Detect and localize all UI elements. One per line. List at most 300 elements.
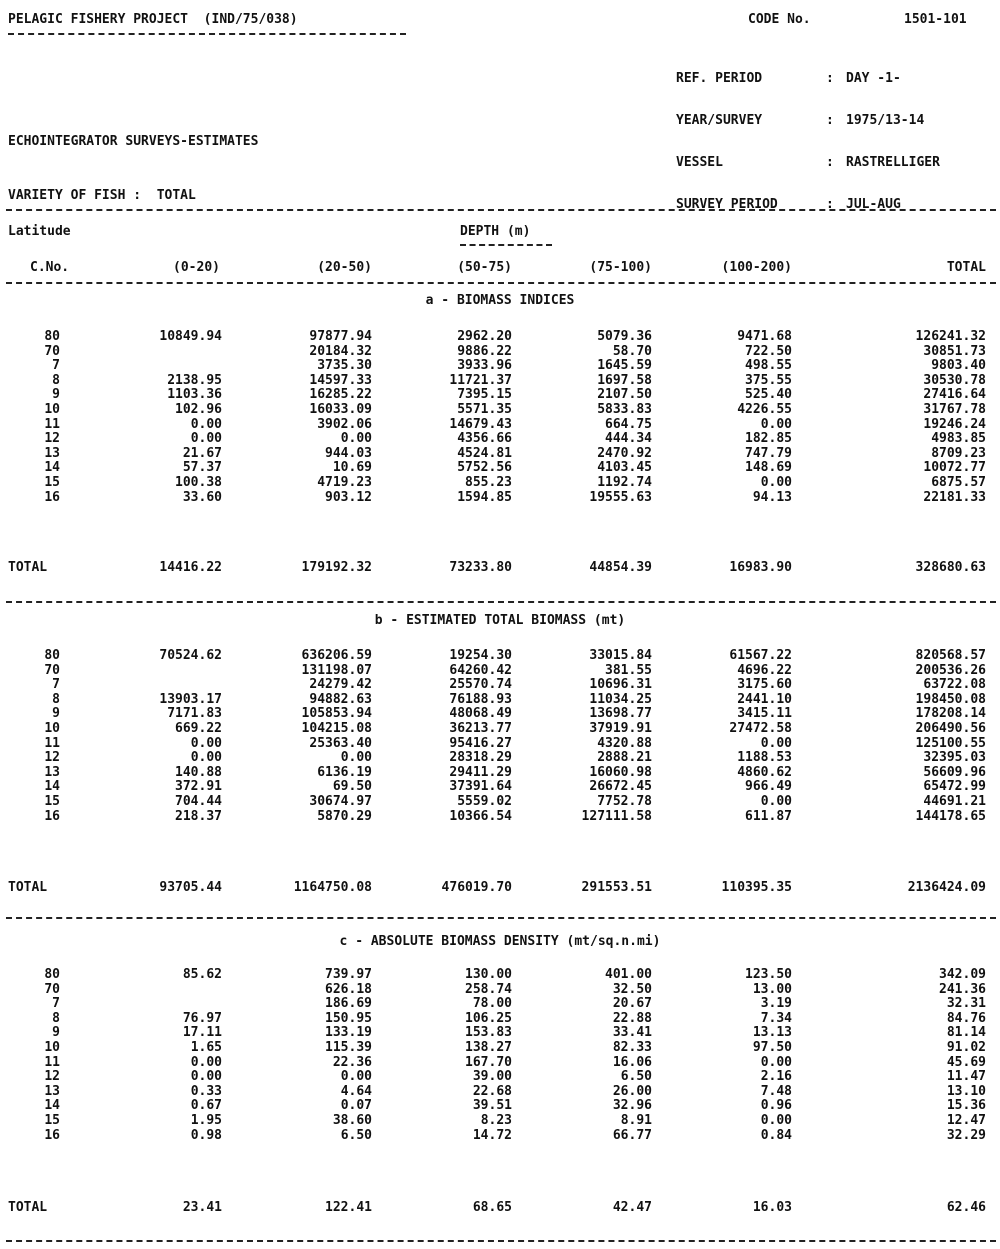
cell-100-200: 747.79 [745, 445, 792, 461]
cell-cno: 12 [44, 1069, 60, 1085]
cell-0-20: 218.37 [175, 808, 222, 824]
cell-0-20: 76.97 [182, 1010, 222, 1026]
cell-cno: 14 [44, 460, 60, 476]
cell-cno: 11 [44, 1054, 60, 1070]
meta-key: REF. PERIOD [676, 71, 763, 86]
cell-0-20: 21.67 [182, 445, 222, 461]
meta-row-year-survey [676, 114, 940, 128]
cell-total: 206490.56 [915, 720, 986, 736]
cell-50-75: 153.83 [465, 1025, 512, 1041]
cell-cno: 9 [52, 387, 60, 403]
total-row [0, 1200, 1000, 1216]
cell-50-75: 64260.42 [449, 662, 512, 678]
cell-20-50: 16285.22 [309, 387, 372, 403]
cell-75-100: 1645.59 [597, 358, 652, 374]
cell-cno: 7 [52, 677, 60, 693]
cell-75-100: 1192.74 [597, 474, 652, 490]
cell-20-50: 3902.06 [317, 416, 372, 432]
cell-50-75: 7395.15 [457, 387, 512, 403]
cell-cno: 16 [44, 489, 60, 505]
cell-0-20: 7171.83 [167, 706, 222, 722]
table-row [0, 476, 1000, 491]
cell-20-50: 97877.94 [309, 329, 372, 344]
section-title: a - BIOMASS INDICES [425, 293, 575, 308]
cell-0-20: 70524.62 [159, 648, 222, 663]
cell-100-200: 0.84 [760, 1127, 792, 1143]
cell-100-200: 2.16 [760, 1069, 792, 1085]
cell-0-20: 1.95 [190, 1112, 222, 1128]
cell-cno: 7 [52, 996, 60, 1012]
table-row [0, 780, 1000, 795]
cell-50-75: 25570.74 [449, 677, 512, 693]
cell-20-50: 150.95 [325, 1010, 372, 1026]
cell-50-75: 11721.37 [449, 372, 512, 388]
total-cell-100-200: 16983.90 [729, 560, 792, 575]
total-row [0, 560, 1000, 576]
meta-value: 1975/13-14 [846, 113, 925, 128]
cell-cno: 13 [44, 445, 60, 461]
cell-50-75: 76188.93 [449, 691, 512, 707]
cell-100-200: 0.96 [760, 1098, 792, 1114]
cell-75-100: 33015.84 [589, 648, 652, 663]
cell-total: 32.31 [946, 996, 986, 1012]
cell-100-200: 4226.55 [737, 401, 792, 417]
meta-value: RASTRELLIGER [846, 155, 940, 170]
table-row [0, 1085, 1000, 1100]
total-cell-0-20: 93705.44 [159, 880, 222, 895]
cell-75-100: 37919.91 [589, 720, 652, 736]
meta-separator: : [826, 197, 834, 212]
column-headers [0, 260, 1000, 276]
cell-total: 30851.73 [923, 343, 986, 359]
total-cell-50-75: 476019.70 [441, 880, 512, 895]
cell-20-50: 115.39 [325, 1039, 372, 1055]
cell-75-100: 16060.98 [589, 764, 652, 780]
col-header-100-200: (100-200) [721, 260, 792, 275]
cell-50-75: 8.23 [480, 1112, 512, 1128]
cell-20-50: 104215.08 [301, 720, 372, 736]
cell-cno: 9 [52, 1025, 60, 1041]
cell-cno: 80 [44, 648, 60, 663]
total-cell-cno: TOTAL [8, 1200, 48, 1215]
cell-100-200: 722.50 [745, 343, 792, 359]
cell-total: 13.10 [946, 1083, 986, 1099]
cell-50-75: 1594.85 [457, 489, 512, 505]
table-row [0, 461, 1000, 476]
cell-20-50: 69.50 [332, 779, 372, 795]
divider [6, 209, 996, 211]
cell-0-20: 704.44 [175, 793, 222, 809]
cell-50-75: 10366.54 [449, 808, 512, 824]
cell-75-100: 4320.88 [597, 735, 652, 751]
cell-50-75: 14679.43 [449, 416, 512, 432]
cell-0-20: 0.00 [190, 750, 222, 766]
table-row [0, 983, 1000, 998]
cell-100-200: 0.00 [760, 735, 792, 751]
cell-total: 63722.08 [923, 677, 986, 693]
divider [6, 601, 996, 603]
cell-cno: 16 [44, 808, 60, 824]
cell-total: 200536.26 [915, 662, 986, 678]
cell-75-100: 66.77 [612, 1127, 652, 1143]
table-row [0, 345, 1000, 360]
table-row [0, 968, 1000, 983]
cell-75-100: 20.67 [612, 996, 652, 1012]
cell-100-200: 0.00 [760, 474, 792, 490]
cell-20-50: 0.00 [340, 431, 372, 447]
cell-50-75: 28318.29 [449, 750, 512, 766]
cell-total: 241.36 [939, 981, 986, 997]
cell-20-50: 636206.59 [301, 648, 372, 663]
cell-0-20: 140.88 [175, 764, 222, 780]
cell-cno: 12 [44, 431, 60, 447]
total-cell-20-50: 1164750.08 [293, 880, 372, 895]
total-cell-50-75: 68.65 [472, 1200, 512, 1215]
cell-20-50: 5870.29 [317, 808, 372, 824]
cell-75-100: 22.88 [612, 1010, 652, 1026]
cell-50-75: 855.23 [465, 474, 512, 490]
cell-total: 4983.85 [931, 431, 986, 447]
table-row [0, 1114, 1000, 1129]
cell-20-50: 105853.94 [301, 706, 372, 722]
cell-total: 81.14 [946, 1025, 986, 1041]
cell-cno: 12 [44, 750, 60, 766]
latitude-label: Latitude [8, 224, 71, 239]
cell-75-100: 13698.77 [589, 706, 652, 722]
table-row [0, 722, 1000, 737]
cell-20-50: 6.50 [340, 1127, 372, 1143]
cell-100-200: 4696.22 [737, 662, 792, 678]
table-row [0, 330, 1000, 345]
cell-75-100: 2470.92 [597, 445, 652, 461]
cell-75-100: 4103.45 [597, 460, 652, 476]
code-label: CODE No. [748, 12, 811, 27]
table-row [0, 766, 1000, 781]
cell-100-200: 3415.11 [737, 706, 792, 722]
cell-50-75: 106.25 [465, 1010, 512, 1026]
meta-separator: : [826, 113, 834, 128]
table-row [0, 810, 1000, 825]
cell-cno: 8 [52, 372, 60, 388]
total-cell-total: 62.46 [946, 1200, 986, 1215]
cell-0-20: 13903.17 [159, 691, 222, 707]
cell-50-75: 48068.49 [449, 706, 512, 722]
cell-50-75: 19254.30 [449, 648, 512, 663]
cell-20-50: 30674.97 [309, 793, 372, 809]
cell-50-75: 39.51 [472, 1098, 512, 1114]
cell-50-75: 138.27 [465, 1039, 512, 1055]
cell-20-50: 22.36 [332, 1054, 372, 1070]
cell-20-50: 10.69 [332, 460, 372, 476]
cell-cno: 70 [44, 662, 60, 678]
section-title: b - ESTIMATED TOTAL BIOMASS (mt) [374, 613, 626, 628]
table-row [0, 795, 1000, 810]
cell-0-20: 33.60 [182, 489, 222, 505]
meta-row-ref-period [676, 72, 940, 86]
cell-75-100: 58.70 [612, 343, 652, 359]
cell-20-50: 16033.09 [309, 401, 372, 417]
cell-50-75: 9886.22 [457, 343, 512, 359]
col-header-total: TOTAL [946, 260, 986, 275]
cell-20-50: 0.00 [340, 1069, 372, 1085]
cell-100-200: 7.34 [760, 1010, 792, 1026]
cell-0-20: 669.22 [175, 720, 222, 736]
cell-cno: 8 [52, 1010, 60, 1026]
cell-0-20: 100.38 [175, 474, 222, 490]
table-row [0, 432, 1000, 447]
cell-0-20: 102.96 [175, 401, 222, 417]
meta-key: SURVEY PERIOD [676, 197, 778, 212]
divider [6, 917, 996, 919]
meta-separator: : [826, 155, 834, 170]
cell-50-75: 5571.35 [457, 401, 512, 417]
cell-total: 44691.21 [923, 793, 986, 809]
col-header-cno: C.No. [30, 260, 70, 275]
cell-100-200: 123.50 [745, 967, 792, 982]
cell-0-20: 0.00 [190, 431, 222, 447]
cell-50-75: 4524.81 [457, 445, 512, 461]
table-row [0, 1056, 1000, 1071]
cell-20-50: 903.12 [325, 489, 372, 505]
cell-75-100: 1697.58 [597, 372, 652, 388]
cell-75-100: 33.41 [612, 1025, 652, 1041]
title-underline [8, 33, 406, 35]
cell-50-75: 37391.64 [449, 779, 512, 795]
cell-50-75: 3933.96 [457, 358, 512, 374]
cell-75-100: 2107.50 [597, 387, 652, 403]
cell-75-100: 6.50 [620, 1069, 652, 1085]
table-row [0, 491, 1000, 506]
cell-cno: 10 [44, 720, 60, 736]
total-cell-cno: TOTAL [8, 560, 48, 575]
cell-cno: 13 [44, 1083, 60, 1099]
cell-total: 22181.33 [923, 489, 986, 505]
cell-total: 32395.03 [923, 750, 986, 766]
cell-total: 11.47 [946, 1069, 986, 1085]
cell-100-200: 4860.62 [737, 764, 792, 780]
table-row [0, 388, 1000, 403]
cell-0-20: 0.98 [190, 1127, 222, 1143]
fish-variety: VARIETY OF FISH : TOTAL [8, 188, 196, 203]
cell-75-100: 32.96 [612, 1098, 652, 1114]
meta-value: JUL-AUG [846, 197, 901, 212]
cell-75-100: 26.00 [612, 1083, 652, 1099]
cell-100-200: 498.55 [745, 358, 792, 374]
divider [6, 1240, 996, 1242]
cell-50-75: 2962.20 [457, 329, 512, 344]
cell-cno: 14 [44, 1098, 60, 1114]
total-cell-75-100: 291553.51 [581, 880, 652, 895]
cell-20-50: 20184.32 [309, 343, 372, 359]
table-row [0, 359, 1000, 374]
cell-0-20: 372.91 [175, 779, 222, 795]
cell-cno: 15 [44, 474, 60, 490]
cell-cno: 15 [44, 793, 60, 809]
cell-20-50: 0.07 [340, 1098, 372, 1114]
cell-50-75: 14.72 [472, 1127, 512, 1143]
cell-100-200: 148.69 [745, 460, 792, 476]
cell-total: 178208.14 [915, 706, 986, 722]
table-row [0, 1026, 1000, 1041]
table-row [0, 1012, 1000, 1027]
cell-0-20: 1103.36 [167, 387, 222, 403]
cell-75-100: 8.91 [620, 1112, 652, 1128]
total-cell-75-100: 44854.39 [589, 560, 652, 575]
table-row [0, 649, 1000, 664]
cell-0-20: 0.33 [190, 1083, 222, 1099]
cell-100-200: 1188.53 [737, 750, 792, 766]
cell-total: 31767.78 [923, 401, 986, 417]
total-cell-50-75: 73233.80 [449, 560, 512, 575]
cell-0-20: 2138.95 [167, 372, 222, 388]
meta-row-vessel [676, 156, 940, 170]
cell-75-100: 11034.25 [589, 691, 652, 707]
project-title: PELAGIC FISHERY PROJECT (IND/75/038) [8, 12, 298, 27]
cell-0-20: 0.67 [190, 1098, 222, 1114]
cell-20-50: 626.18 [325, 981, 372, 997]
cell-cno: 16 [44, 1127, 60, 1143]
cell-100-200: 525.40 [745, 387, 792, 403]
cell-20-50: 38.60 [332, 1112, 372, 1128]
cell-total: 820568.57 [915, 648, 986, 663]
cell-total: 126241.32 [915, 329, 986, 344]
col-header-0-20: (0-20) [173, 260, 220, 275]
cell-0-20: 57.37 [182, 460, 222, 476]
total-row [0, 880, 1000, 896]
cell-20-50: 944.03 [325, 445, 372, 461]
total-cell-0-20: 14416.22 [159, 560, 222, 575]
cell-75-100: 5833.83 [597, 401, 652, 417]
cell-0-20: 0.00 [190, 735, 222, 751]
cell-0-20: 0.00 [190, 1054, 222, 1070]
cell-75-100: 19555.63 [589, 489, 652, 505]
cell-20-50: 739.97 [325, 967, 372, 982]
total-cell-0-20: 23.41 [182, 1200, 222, 1215]
cell-cno: 7 [52, 358, 60, 374]
cell-total: 65472.99 [923, 779, 986, 795]
cell-50-75: 5559.02 [457, 793, 512, 809]
cell-100-200: 0.00 [760, 1112, 792, 1128]
table-row [0, 447, 1000, 462]
cell-50-75: 22.68 [472, 1083, 512, 1099]
col-header-75-100: (75-100) [589, 260, 652, 275]
total-cell-total: 328680.63 [915, 560, 986, 575]
cell-50-75: 39.00 [472, 1069, 512, 1085]
table-row [0, 1070, 1000, 1085]
cell-cno: 10 [44, 1039, 60, 1055]
cell-20-50: 6136.19 [317, 764, 372, 780]
cell-total: 27416.64 [923, 387, 986, 403]
depth-label: DEPTH (m) [460, 224, 531, 239]
cell-100-200: 27472.58 [729, 720, 792, 736]
cell-0-20: 85.62 [182, 967, 222, 982]
cell-75-100: 7752.78 [597, 793, 652, 809]
cell-50-75: 36213.77 [449, 720, 512, 736]
table-row [0, 403, 1000, 418]
cell-75-100: 5079.36 [597, 329, 652, 344]
cell-100-200: 61567.22 [729, 648, 792, 663]
cell-50-75: 130.00 [465, 967, 512, 982]
cell-cno: 80 [44, 967, 60, 982]
total-cell-cno: TOTAL [8, 880, 48, 895]
cell-20-50: 94882.63 [309, 691, 372, 707]
cell-cno: 70 [44, 343, 60, 359]
cell-75-100: 401.00 [605, 967, 652, 982]
meta-value: DAY -1- [846, 71, 901, 86]
cell-cno: 80 [44, 329, 60, 344]
cell-50-75: 4356.66 [457, 431, 512, 447]
table-row [0, 418, 1000, 433]
cell-20-50: 4719.23 [317, 474, 372, 490]
cell-100-200: 966.49 [745, 779, 792, 795]
cell-100-200: 0.00 [760, 1054, 792, 1070]
total-cell-75-100: 42.47 [612, 1200, 652, 1215]
cell-total: 84.76 [946, 1010, 986, 1026]
cell-75-100: 2888.21 [597, 750, 652, 766]
cell-0-20: 1.65 [190, 1039, 222, 1055]
cell-20-50: 133.19 [325, 1025, 372, 1041]
section-rows [0, 649, 1000, 824]
cell-cno: 13 [44, 764, 60, 780]
cell-total: 45.69 [946, 1054, 986, 1070]
cell-75-100: 444.34 [605, 431, 652, 447]
cell-75-100: 127111.58 [581, 808, 652, 824]
cell-50-75: 78.00 [472, 996, 512, 1012]
meta-key: YEAR/SURVEY [676, 113, 763, 128]
cell-total: 10072.77 [923, 460, 986, 476]
meta-key: VESSEL [676, 155, 723, 170]
cell-cno: 14 [44, 779, 60, 795]
table-row [0, 693, 1000, 708]
cell-50-75: 5752.56 [457, 460, 512, 476]
table-row [0, 1099, 1000, 1114]
cell-total: 30530.78 [923, 372, 986, 388]
cell-total: 144178.65 [915, 808, 986, 824]
cell-100-200: 13.13 [752, 1025, 792, 1041]
cell-cno: 8 [52, 691, 60, 707]
cell-0-20: 10849.94 [159, 329, 222, 344]
cell-0-20: 0.00 [190, 416, 222, 432]
cell-100-200: 13.00 [752, 981, 792, 997]
col-header-20-50: (20-50) [317, 260, 372, 275]
cell-total: 32.29 [946, 1127, 986, 1143]
cell-total: 12.47 [946, 1112, 986, 1128]
cell-cno: 15 [44, 1112, 60, 1128]
cell-cno: 11 [44, 735, 60, 751]
meta-separator: : [826, 71, 834, 86]
cell-20-50: 186.69 [325, 996, 372, 1012]
cell-75-100: 32.50 [612, 981, 652, 997]
cell-50-75: 29411.29 [449, 764, 512, 780]
cell-100-200: 97.50 [752, 1039, 792, 1055]
cell-20-50: 0.00 [340, 750, 372, 766]
report-title: ECHOINTEGRATOR SURVEYS-ESTIMATES [8, 134, 259, 149]
cell-100-200: 94.13 [752, 489, 792, 505]
col-header-50-75: (50-75) [457, 260, 512, 275]
section-rows [0, 330, 1000, 505]
cell-total: 8709.23 [931, 445, 986, 461]
cell-50-75: 258.74 [465, 981, 512, 997]
table-row [0, 1041, 1000, 1056]
section-title: c - ABSOLUTE BIOMASS DENSITY (mt/sq.n.mi) [339, 934, 661, 949]
section-rows [0, 968, 1000, 1143]
cell-20-50: 24279.42 [309, 677, 372, 693]
cell-100-200: 3.19 [760, 996, 792, 1012]
cell-100-200: 3175.60 [737, 677, 792, 693]
cell-cno: 11 [44, 416, 60, 432]
cell-total: 19246.24 [923, 416, 986, 432]
cell-20-50: 131198.07 [301, 662, 372, 678]
